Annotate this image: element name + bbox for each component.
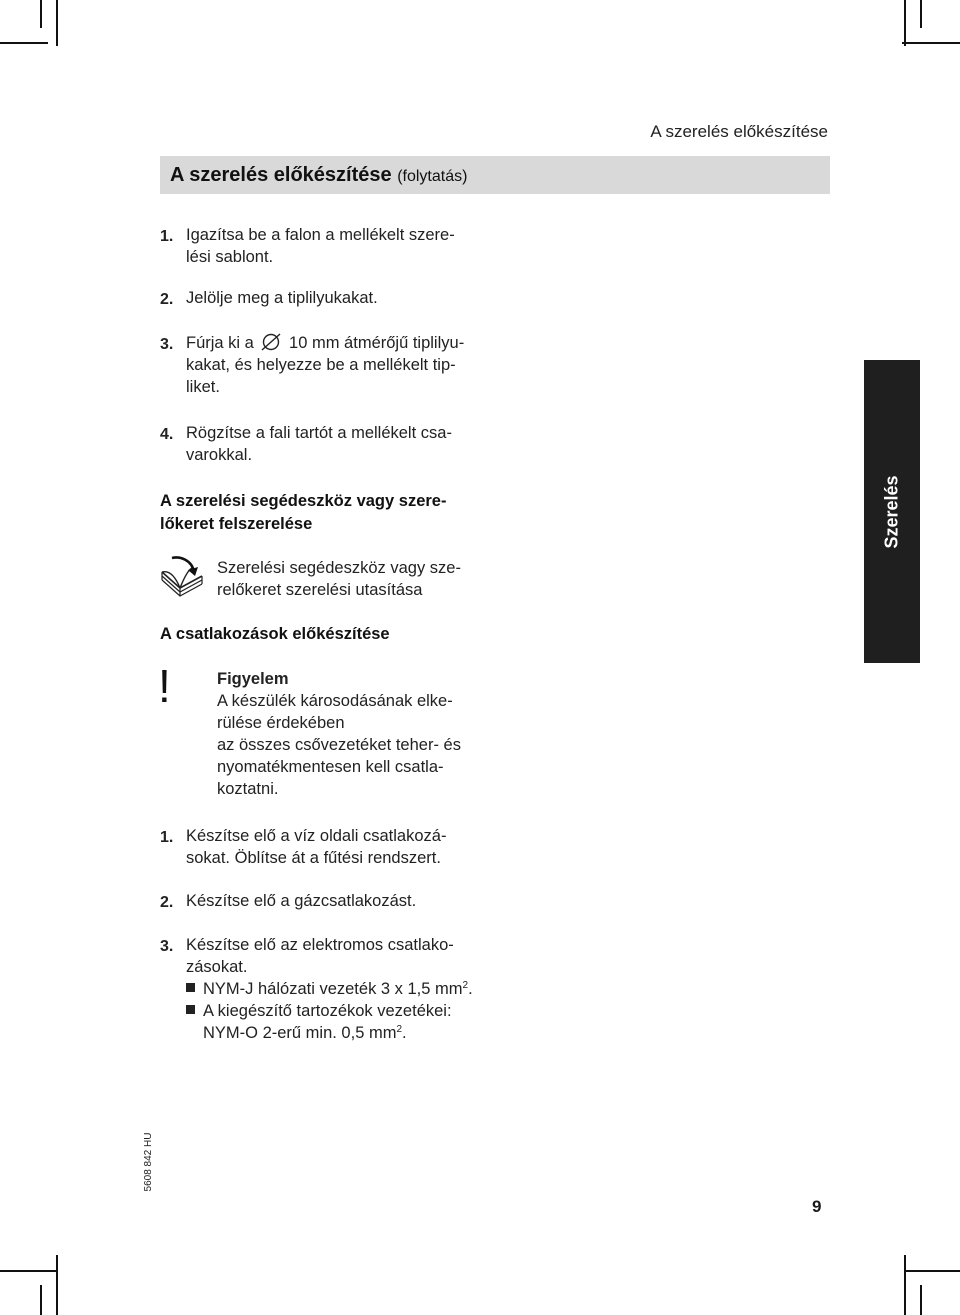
step-line: Készítse elő az elektromos csatlako- [186, 936, 454, 954]
assembly-heading [160, 490, 446, 536]
manual-reference [217, 557, 517, 601]
crop-mark-icon [904, 1270, 960, 1272]
crop-mark-icon [0, 42, 48, 44]
bullet-item [186, 1000, 486, 1022]
warning-block [217, 668, 517, 800]
crop-mark-icon [56, 1255, 58, 1315]
crop-mark-icon [920, 0, 922, 28]
warning-line: rülése érdekében [217, 714, 345, 732]
crop-mark-icon [0, 1270, 58, 1272]
warning-title: Figyelem [217, 670, 289, 688]
reference-line: relőkeret szerelési utasítása [217, 581, 423, 599]
step-line: Készítse elő a gázcsatlakozást. [186, 892, 417, 910]
step-number: 2. [160, 291, 174, 308]
superscript: 2 [396, 1024, 403, 1035]
step-line: kakat, és helyezze be a mellékelt tip- [186, 356, 456, 374]
document-number: 5608 842 HU [143, 1132, 154, 1192]
section-continued: (folytatás) [397, 168, 468, 185]
warning-line: az összes csővezetéket teher- és [217, 736, 461, 754]
step-text [186, 422, 486, 466]
reference-line: Szerelési segédeszköz vagy sze- [217, 559, 461, 577]
superscript: 2 [462, 980, 469, 991]
step-text [186, 890, 486, 912]
step-number: 2. [160, 894, 174, 911]
step-line: zásokat. [186, 958, 248, 976]
step-line: Készítse elő a víz oldali csatlakozá- [186, 827, 447, 845]
step-text [186, 224, 486, 268]
warning-line: A készülék károsodásának elke- [217, 692, 453, 710]
heading-line: lőkeret felszerelése [160, 515, 313, 533]
step-text [186, 934, 486, 1044]
step-text [186, 332, 486, 398]
connections-heading: A csatlakozások előkészítése [160, 625, 390, 643]
step-number: 3. [160, 938, 174, 955]
chapter-side-tab [864, 360, 920, 663]
crop-mark-icon [904, 1255, 906, 1315]
step-number: 1. [160, 829, 174, 846]
section-title-bar [160, 156, 830, 194]
side-tab-label: Szerelés [881, 474, 902, 549]
crop-mark-icon [904, 0, 906, 46]
warning-line: koztatni. [217, 780, 279, 798]
bullet-square-icon [186, 983, 195, 992]
diameter-icon [260, 333, 282, 351]
step-text [186, 287, 486, 309]
crop-mark-icon [902, 42, 960, 44]
bullet-square-icon [186, 1005, 195, 1014]
step-line: Igazítsa be a falon a mellékelt szere- [186, 226, 455, 244]
section-title: A szerelés előkészítése [170, 164, 392, 186]
bullet-continuation [186, 1022, 486, 1044]
step-text [186, 825, 486, 869]
step-number: 4. [160, 426, 174, 443]
step-line-pre: Fúrja ki a [186, 334, 254, 352]
bullet-tail: . [468, 980, 473, 998]
page-number: 9 [812, 1197, 822, 1216]
step-line: lési sablont. [186, 248, 274, 266]
running-header: A szerelés előkészítése [650, 122, 828, 141]
warning-line: nyomatékmentesen kell csatla- [217, 758, 444, 776]
step-number: 1. [160, 228, 174, 245]
crop-mark-icon [56, 0, 58, 46]
bullet-text: NYM-J hálózati vezeték 3 x 1,5 mm [203, 980, 463, 998]
warning-icon: ! [158, 660, 171, 712]
crop-mark-icon [920, 1285, 922, 1315]
heading-line: A szerelési segédeszköz vagy szere- [160, 492, 447, 510]
crop-mark-icon [40, 0, 42, 28]
step-line: Rögzítse a fali tartót a mellékelt csa- [186, 424, 452, 442]
step-line-post: 10 mm átmérőjű tiplilyu- [289, 334, 465, 352]
step-line: Jelölje meg a tiplilyukakat. [186, 289, 378, 307]
crop-mark-icon [40, 1285, 42, 1315]
step-line [186, 332, 486, 354]
step-line: varokkal. [186, 446, 253, 464]
bullet-text: NYM-O 2-erű min. 0,5 mm [203, 1024, 397, 1042]
bullet-text: A kiegészítő tartozékok vezetékei: [203, 1002, 452, 1020]
manual-book-icon [158, 554, 216, 602]
step-number: 3. [160, 336, 174, 353]
step-line: sokat. Öblítse át a fűtési rendszert. [186, 849, 441, 867]
step-line: liket. [186, 378, 220, 396]
bullet-tail: . [402, 1024, 407, 1042]
bullet-item [186, 978, 486, 1000]
